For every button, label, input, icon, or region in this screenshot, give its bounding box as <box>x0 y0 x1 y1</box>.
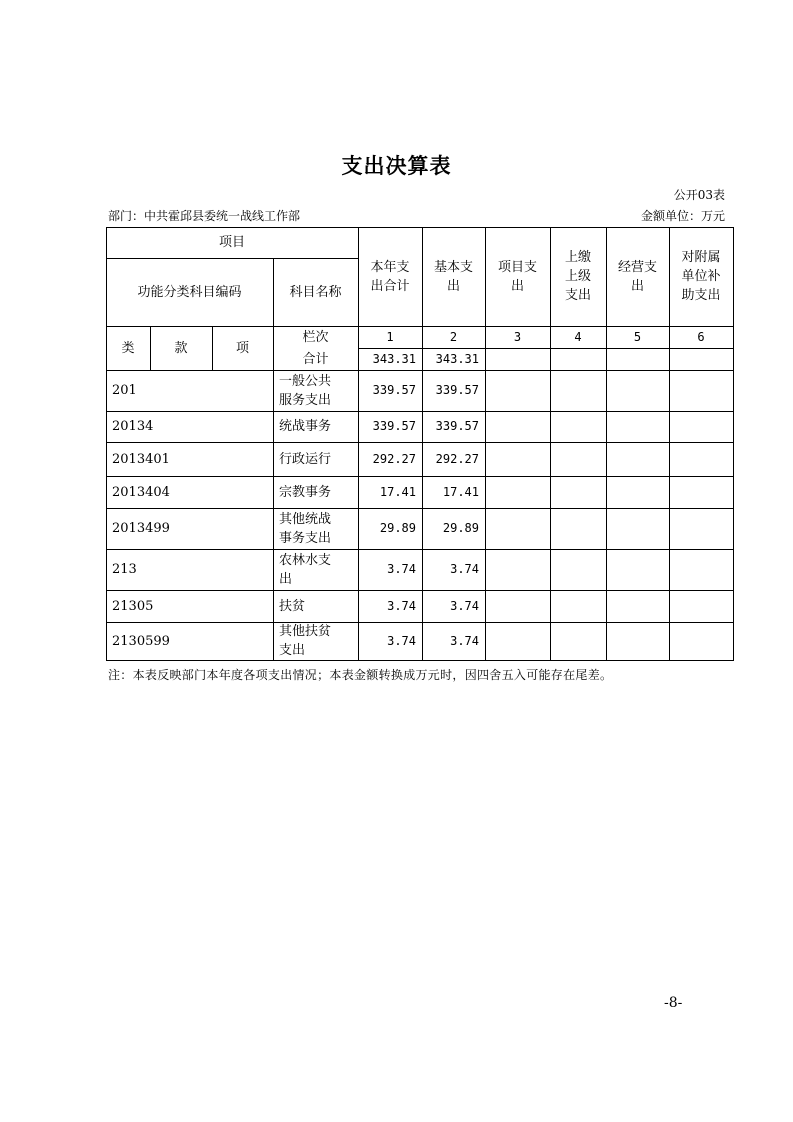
table-rule <box>733 227 734 661</box>
col-index-6: 6 <box>697 329 705 344</box>
page-number: -8- <box>664 995 683 1011</box>
row-subject-name <box>273 411 358 442</box>
row-subject-name-line: 其他统战 <box>279 511 332 527</box>
header-lanci: 栏次 <box>302 329 329 345</box>
header-col-4-line: 上缴 <box>564 250 591 265</box>
row-subject-name-line: 行政运行 <box>279 451 332 467</box>
row-basic: 339.57 <box>435 383 479 397</box>
header-col-3 <box>485 227 550 326</box>
row-basic: 29.89 <box>442 521 479 535</box>
row-subject-name-line: 其他扶贫 <box>279 624 332 639</box>
col-index-3: 3 <box>513 329 522 344</box>
header-col-1 <box>358 227 422 326</box>
row-basic: 3.74 <box>450 562 479 576</box>
department-label: 部门：中共霍邱县委统一战线工作部 <box>108 209 301 223</box>
row-subject-name <box>273 442 358 476</box>
row-subject-name-line: 服务支出 <box>279 392 332 408</box>
header-col-1-line: 出合计 <box>370 278 410 294</box>
amount-unit-label: 金额单位：万元 <box>640 209 725 223</box>
row-subject-name <box>273 370 358 411</box>
row-subject-name <box>273 476 358 508</box>
header-project: 项目 <box>218 235 245 250</box>
row-basic: 339.57 <box>435 419 479 433</box>
row-code: 21305 <box>112 598 154 614</box>
row-total: 29.89 <box>379 521 416 535</box>
header-col-2 <box>422 227 485 326</box>
header-heji: 合计 <box>302 351 329 367</box>
row-subject-name-line: 一般公共 <box>279 373 332 389</box>
header-col-5 <box>606 227 669 326</box>
col-index-2: 2 <box>449 329 458 344</box>
row-subject-name <box>273 508 358 549</box>
form-number: 公开03表 <box>673 188 725 202</box>
table-rule <box>106 660 734 661</box>
header-col-1-line: 本年支 <box>370 259 410 275</box>
row-code: 2130599 <box>112 633 170 649</box>
header-kuan: 款 <box>174 340 188 356</box>
col-index-1: 1 <box>386 329 394 344</box>
row-code: 2013401 <box>112 451 170 467</box>
header-col-4 <box>550 227 606 326</box>
header-col-3-line: 项目支 <box>497 259 537 275</box>
header-col-6 <box>669 227 733 326</box>
row-subject-name-line: 宗教事务 <box>279 484 332 500</box>
header-func-code: 功能分类科目编码 <box>137 284 242 300</box>
row-subject-name-line: 出 <box>279 571 293 587</box>
header-col-4-line: 支出 <box>564 288 591 303</box>
row-total: 3.74 <box>387 562 416 576</box>
col-index-4: 4 <box>574 329 582 344</box>
header-col-2-line: 基本支 <box>433 259 473 275</box>
row-subject-name-line: 支出 <box>279 643 306 658</box>
page-title: 支出决算表 <box>341 154 452 178</box>
row-basic: 3.74 <box>450 598 479 613</box>
row-subject-name <box>273 622 358 660</box>
header-subject-name: 科目名称 <box>289 284 342 300</box>
row-basic: 292.27 <box>435 451 479 466</box>
header-col-3-line: 出 <box>510 278 524 294</box>
row-subject-name-line: 统战事务 <box>279 419 332 434</box>
row-code: 213 <box>112 562 137 577</box>
row-subject-name <box>273 549 358 590</box>
row-basic: 3.74 <box>450 633 479 648</box>
table-note: 注：本表反映部门本年度各项支出情况；本表金额转换成万元时，因四舍五入可能存在尾差。 <box>108 668 613 682</box>
header-col-5-line: 经营支 <box>617 259 657 275</box>
header-col-2-line: 出 <box>446 278 460 294</box>
header-col-6-line: 单位补 <box>681 269 721 284</box>
row-code: 201 <box>112 383 137 398</box>
row-total: 3.74 <box>387 598 416 613</box>
header-lei: 类 <box>121 340 135 356</box>
row-total: 3.74 <box>387 633 416 648</box>
row-code: 2013499 <box>112 521 170 536</box>
header-col-6-line: 助支出 <box>681 288 721 303</box>
row-code: 2013404 <box>112 484 170 500</box>
row-subject-name-line: 扶贫 <box>279 598 306 614</box>
row-code: 20134 <box>112 419 154 434</box>
row-total: 292.27 <box>372 451 416 466</box>
col-index-5: 5 <box>633 329 642 344</box>
row-subject-name <box>273 590 358 622</box>
row-subject-name-line: 事务支出 <box>279 530 332 546</box>
total-basic: 343.31 <box>435 351 479 366</box>
row-basic: 17.41 <box>442 484 479 499</box>
row-total: 339.57 <box>372 383 416 397</box>
total-amount: 343.31 <box>372 351 416 366</box>
row-subject-name-line: 农林水支 <box>279 552 332 568</box>
header-col-4-line: 上级 <box>564 269 591 284</box>
header-col-5-line: 出 <box>630 278 644 294</box>
header-xiang: 项 <box>235 340 249 356</box>
row-total: 17.41 <box>379 484 416 499</box>
header-col-6-line: 对附属 <box>681 250 721 265</box>
row-total: 339.57 <box>372 419 416 433</box>
